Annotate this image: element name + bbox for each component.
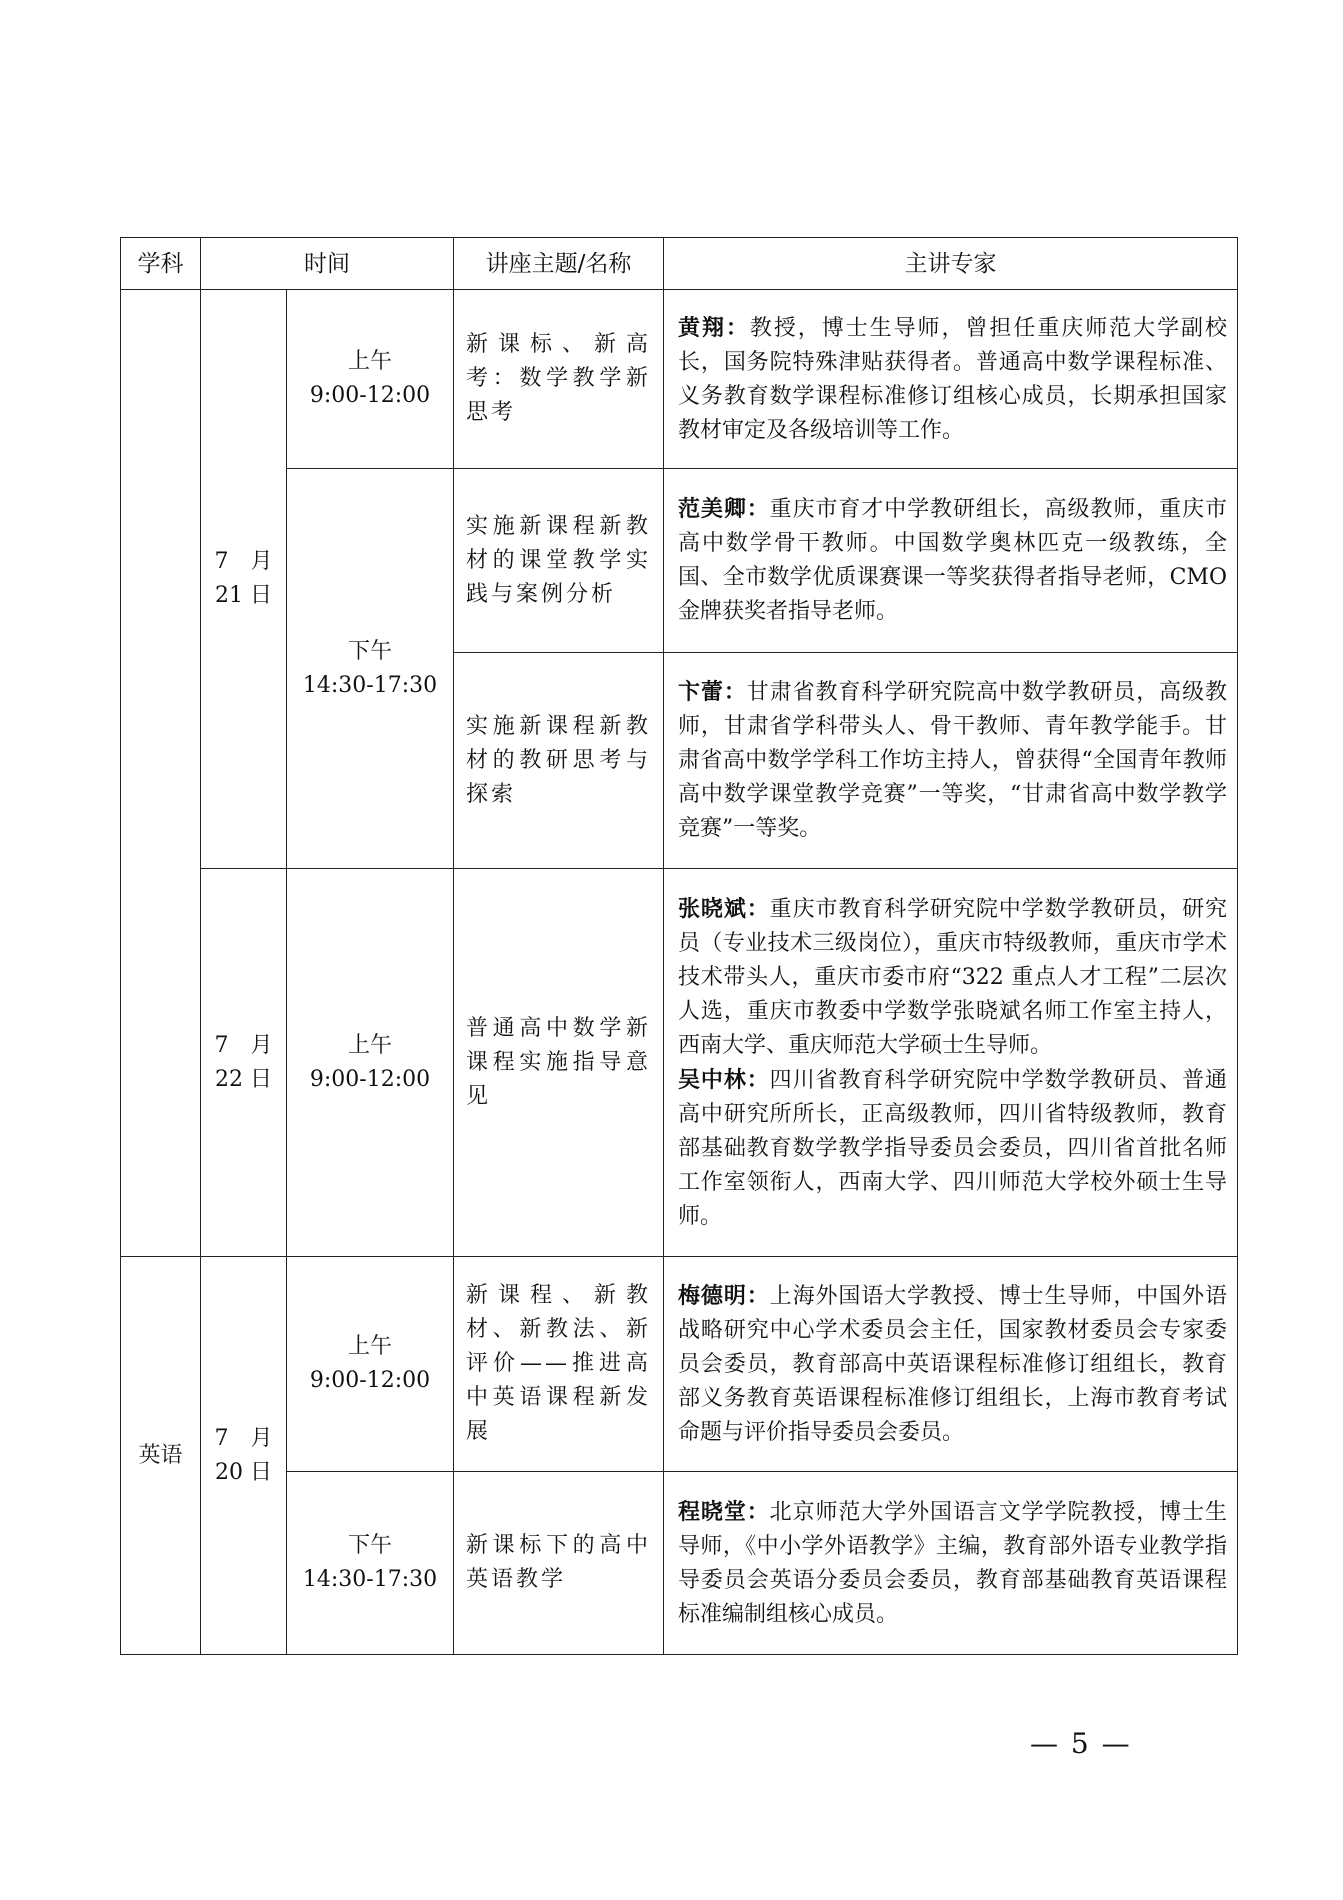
date-cell <box>201 869 287 1257</box>
time-cell <box>287 1257 454 1472</box>
expert-bio: 四川省教育科学研究院中学数学教研员、普通高中研究所所长，正高级教师，四川省特级教师，教育部基础教育数学教学指导委员会委员，四川省首批名师工作室领衔人，西南大学、四川师范大学校外硕士生导师。 <box>678 1067 1227 1229</box>
expert-cell <box>664 869 1238 1257</box>
expert-name: 张晓斌： <box>678 895 770 922</box>
expert-name: 卞蕾： <box>678 679 747 705</box>
time-cell <box>287 469 454 869</box>
time-period: 上午 <box>347 349 392 374</box>
date-day: 22 日 <box>215 1066 272 1092</box>
page-number: — 5 — <box>1030 1727 1132 1760</box>
date-day: 21 日 <box>215 583 272 608</box>
header-topic: 讲座主题/名称 <box>454 238 664 290</box>
date-month: 7 月 <box>214 549 273 574</box>
time-period: 下午 <box>347 638 392 664</box>
expert-cell <box>664 1472 1238 1655</box>
expert-bio: 上海外国语大学教授、博士生导师，中国外语战略研究中心学术委员会主任，国家教材委员会专家委员会委员，教育部高中英语课程标准修订组组长，教育部义务教育英语课程标准修订组组长，上海市教育考试命题与评价指导委员会委员。 <box>678 1283 1227 1445</box>
time-period: 上午 <box>347 1032 392 1058</box>
table-row <box>121 1257 1238 1472</box>
expert-bio: 甘肃省教育科学研究院高中数学教研员，高级教师，甘肃省学科带头人、骨干教师、青年教学能手。甘肃省高中数学学科工作坊主持人，曾获得“全国青年教师高中数学课堂教学竞赛”一等奖，“甘肃省高中数学教学竞赛”一等奖。 <box>678 680 1227 841</box>
topic-cell: 实施新课程新教材的课堂教学实践与案例分析 <box>454 469 664 653</box>
time-period: 上午 <box>347 1334 392 1359</box>
expert-cell <box>664 290 1238 469</box>
expert-bio: 北京师范大学外国语言文学学院教授，博士生导师，《中小学外语教学》主编，教育部外语专业教学指导委员会英语分委员会委员，教育部基础教育英语课程标准编制组核心成员。 <box>678 1499 1227 1627</box>
time-cell <box>287 290 454 469</box>
time-hours: 14:30-17:30 <box>302 1567 438 1592</box>
expert-bio: 重庆市教育科学研究院中学数学教研员，研究员（专业技术三级岗位），重庆市特级教师，重庆市学术技术带头人，重庆市委市府“322 重点人才工程”二层次人选，重庆市教委中学数学张晓斌名师工作室主持人，西南大学、重庆师范大学硕士生导师。 <box>678 896 1227 1058</box>
expert-name: 黄翔： <box>678 314 750 341</box>
subject-cell: 英语 <box>121 1257 201 1655</box>
expert-cell <box>664 1257 1238 1472</box>
topic-cell: 实施新课程新教材的教研思考与探索 <box>454 653 664 869</box>
time-cell <box>287 1472 454 1655</box>
table-row <box>121 869 1238 1257</box>
expert-cell <box>664 653 1238 869</box>
date-cell <box>201 1257 287 1655</box>
time-hours: 9:00-12:00 <box>309 383 431 408</box>
time-hours: 9:00-12:00 <box>309 1368 431 1393</box>
header-subject: 学科 <box>121 238 201 290</box>
time-cell <box>287 869 454 1257</box>
expert-name: 程晓堂： <box>678 1498 770 1525</box>
header-expert: 主讲专家 <box>664 238 1238 290</box>
table-row <box>121 290 1238 469</box>
expert-name: 梅德明： <box>678 1282 770 1309</box>
date-month: 7 月 <box>214 1032 273 1058</box>
topic-cell: 新课标、新高考：数学教学新思考 <box>454 290 664 469</box>
header-row <box>121 238 1238 290</box>
table-row <box>121 1472 1238 1655</box>
lecture-schedule-table <box>120 237 1238 1655</box>
expert-name: 范美卿： <box>678 496 770 522</box>
expert-bio: 重庆市育才中学教研组长，高级教师，重庆市高中数学骨干教师。中国数学奥林匹克一级教练，全国、全市数学优质课赛课一等奖获得者指导老师，CMO 金牌获奖者指导老师。 <box>678 497 1227 624</box>
topic-cell: 普通高中数学新课程实施指导意见 <box>454 869 664 1257</box>
expert-name: 吴中林： <box>678 1066 770 1093</box>
topic-cell: 新课标下的高中英语教学 <box>454 1472 664 1655</box>
time-period: 下午 <box>347 1533 392 1558</box>
date-month: 7 月 <box>214 1425 273 1451</box>
topic-cell: 新课程、新教材、新教法、新评价——推进高中英语课程新发展 <box>454 1257 664 1472</box>
expert-bio: 教授，博士生导师，曾担任重庆师范大学副校长，国务院特殊津贴获得者。普通高中数学课程标准、义务教育数学课程标准修订组核心成员，长期承担国家教材审定及各级培训等工作。 <box>678 315 1227 443</box>
date-day: 20 日 <box>215 1459 272 1485</box>
expert-cell <box>664 469 1238 653</box>
table-row <box>121 469 1238 653</box>
time-hours: 14:30-17:30 <box>302 672 438 698</box>
subject-cell-math <box>121 290 201 1257</box>
date-cell <box>201 290 287 869</box>
header-time: 时间 <box>201 238 454 290</box>
time-hours: 9:00-12:00 <box>309 1066 431 1092</box>
